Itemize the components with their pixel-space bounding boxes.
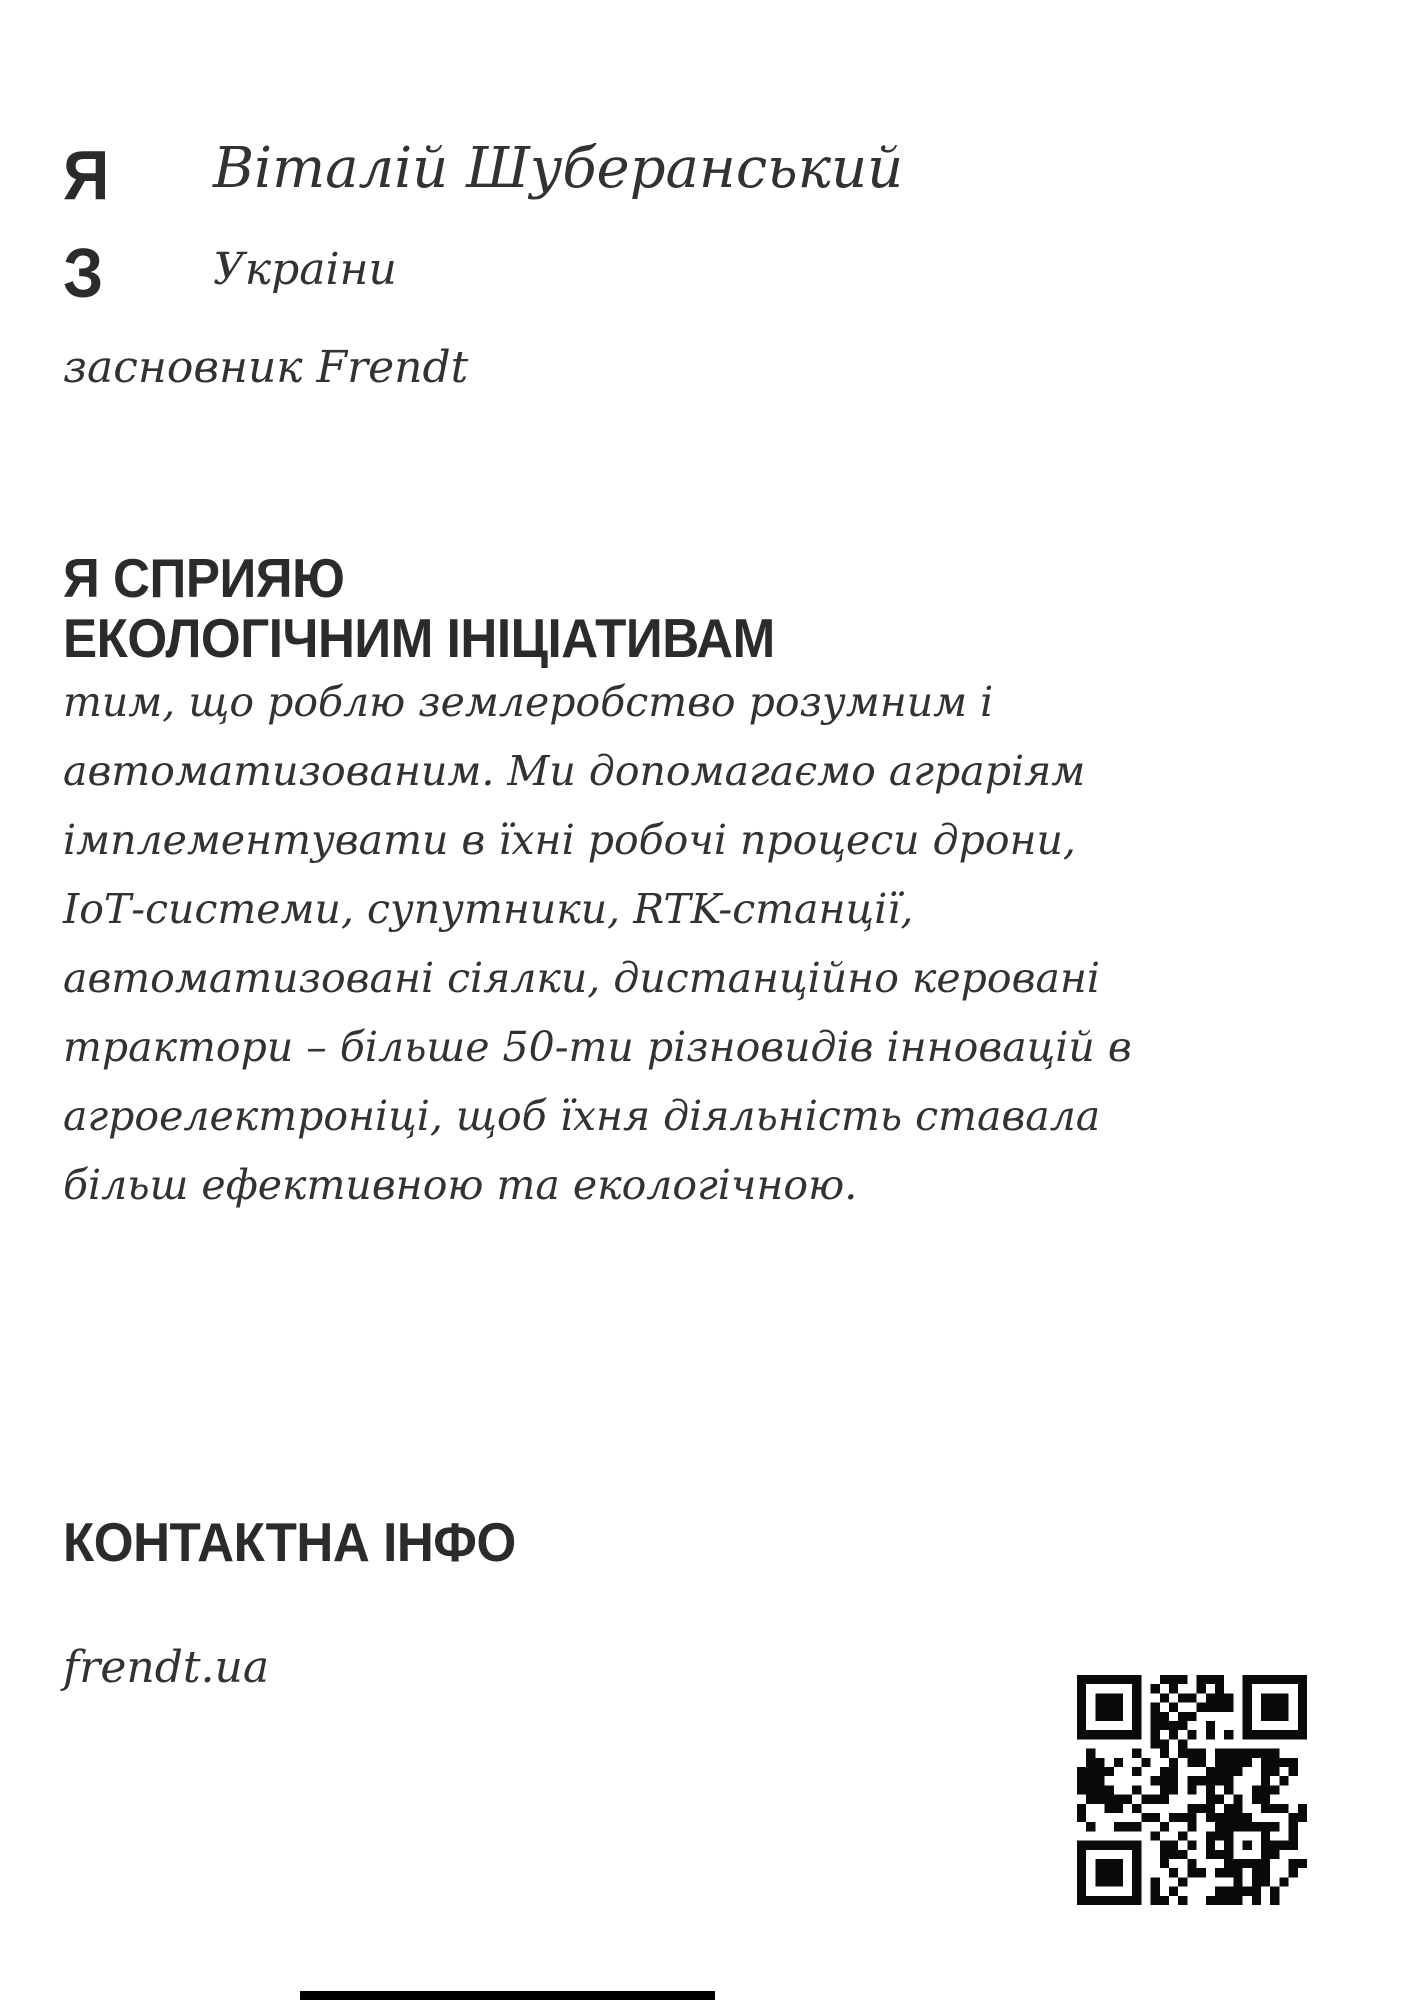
statement-body-line: ІоТ-системи, супутники, RTK-станції, (63, 885, 914, 933)
person-role: засновник Frendt (63, 342, 469, 393)
statement-body-line: автоматизовані сіялки, дистанційно керовані (63, 954, 1101, 1002)
statement-body-line: автоматизованим. Ми допомагаємо аграріям (63, 747, 1086, 795)
footer-bar (300, 1991, 715, 2000)
statement-body-line: трактори – більше 50-ти різновидів інновацій в (63, 1023, 1132, 1071)
statement-body (63, 668, 1143, 1220)
statement-body-line: імплементувати в їхні робочі процеси дрони, (63, 816, 1076, 864)
statement-heading (63, 548, 775, 668)
statement-body-line: агроелектроніці, щоб їхня діяльність ставала (63, 1092, 1101, 1140)
intro-label-z: З (63, 234, 103, 312)
contact-heading: КОНТАКТНА ІНФО (63, 1511, 516, 1573)
person-name: Віталій Шуберанський (213, 136, 904, 201)
person-country: Украіни (213, 244, 397, 295)
qr-code (1077, 1675, 1307, 1905)
statement-body-line: тим, що роблю землеробство розумним і (63, 678, 994, 726)
statement-heading-line2: ЕКОЛОГІЧНИМ ІНІЦІАТИВАМ (63, 607, 775, 669)
statement-body-line: більш ефективною та екологічною. (63, 1161, 858, 1209)
website-link[interactable]: frendt.ua (63, 1642, 270, 1693)
intro-label-i: Я (63, 136, 109, 214)
statement-heading-line1: Я СПРИЯЮ (63, 547, 345, 609)
